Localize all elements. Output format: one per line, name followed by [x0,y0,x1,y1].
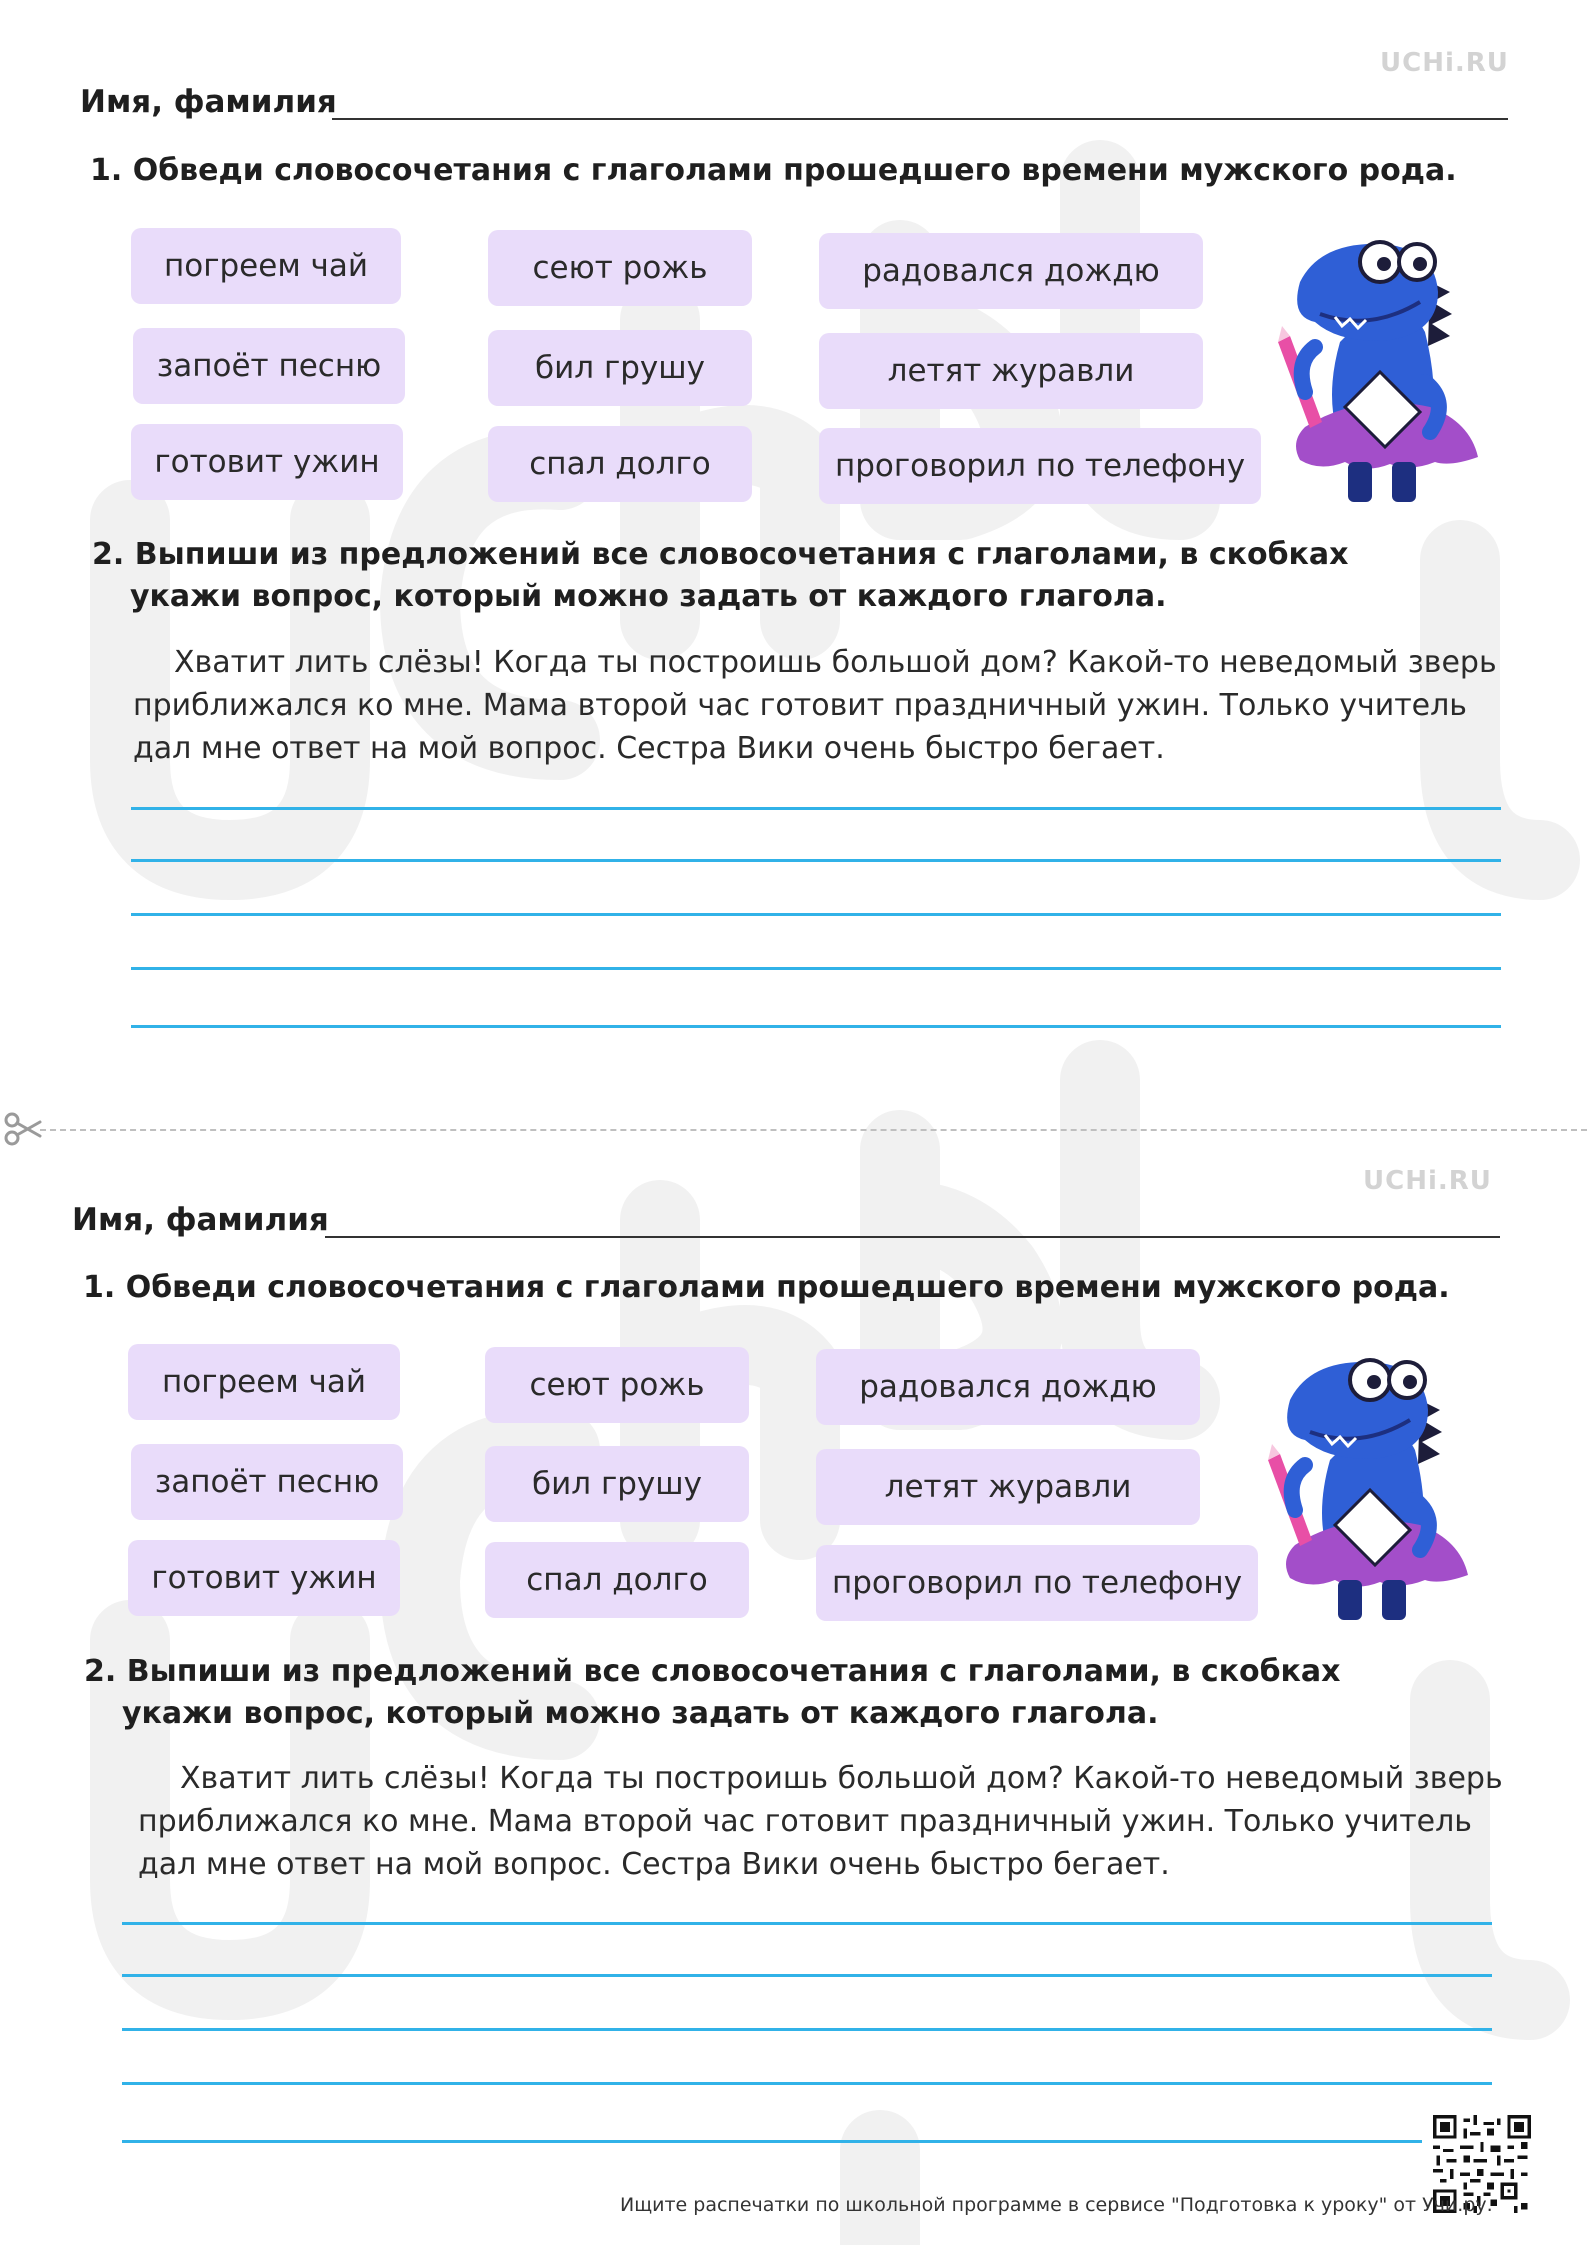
writing-line[interactable] [131,1025,1501,1028]
task1-title: 1. Обведи словосочетания с глаголами прошедшего времени мужского рода. [90,153,1457,188]
exercise-text: дал мне ответ на мой вопрос. Сестра Вики очень быстро бегает. [133,731,1165,766]
name-line[interactable] [325,1236,1500,1238]
task2-line2: укажи вопрос, который можно задать от каждого глагола. [122,1696,1159,1731]
uchi-logo: UCHi.RU [1363,1166,1492,1196]
chip[interactable]: запоёт песню [133,328,405,404]
name-line[interactable] [332,118,1508,120]
writing-line[interactable] [122,2140,1422,2143]
chip[interactable]: радовался дождю [819,233,1203,309]
chip[interactable]: радовался дождю [816,1349,1200,1425]
writing-line[interactable] [122,1974,1492,1977]
chip[interactable]: летят журавли [816,1449,1200,1525]
chip[interactable]: погреем чай [128,1344,400,1420]
writing-line[interactable] [131,807,1501,810]
writing-line[interactable] [131,859,1501,862]
chip[interactable]: спал долго [488,426,752,502]
dinosaur-mascot [1250,1340,1470,1630]
chip[interactable]: проговорил по телефону [816,1545,1258,1621]
writing-line[interactable] [122,2082,1492,2085]
chip[interactable]: летят журавли [819,333,1203,409]
writing-line[interactable] [122,1922,1492,1925]
writing-line[interactable] [131,967,1501,970]
chip[interactable]: погреем чай [131,228,401,304]
name-label: Имя, фамилия [80,84,337,120]
name-label: Имя, фамилия [72,1202,329,1238]
chip[interactable]: готовит ужин [128,1540,400,1616]
exercise-text: Хватит лить слёзы! Когда ты построишь большой дом? Какой-то неведомый зверь [180,1761,1503,1796]
chip[interactable]: сеют рожь [485,1347,749,1423]
chip[interactable]: бил грушу [485,1446,749,1522]
chip[interactable]: бил грушу [488,330,752,406]
task2-line1: 2. Выпиши из предложений все словосочетания с глаголами, в скобках [92,537,1349,572]
task2-line2: укажи вопрос, который можно задать от каждого глагола. [130,579,1167,614]
cut-line [40,1129,1587,1131]
exercise-text: Хватит лить слёзы! Когда ты построишь большой дом? Какой-то неведомый зверь [174,645,1497,680]
footer-text: Ищите распечатки по школьной программе в сервисе "Подготовка к уроку" от Учи.ру. [620,2194,1493,2216]
dinosaur-mascot [1260,222,1480,512]
exercise-text: приближался ко мне. Мама второй час готовит праздничный ужин. Только учитель [138,1804,1472,1839]
task2-line1: 2. Выпиши из предложений все словосочетания с глаголами, в скобках [84,1654,1341,1689]
writing-line[interactable] [131,913,1501,916]
exercise-text: приближался ко мне. Мама второй час готовит праздничный ужин. Только учитель [133,688,1467,723]
chip[interactable]: сеют рожь [488,230,752,306]
chip[interactable]: готовит ужин [131,424,403,500]
uchi-logo: UCHi.RU [1380,48,1509,78]
scissors-icon [4,1112,42,1146]
writing-line[interactable] [122,2028,1492,2031]
chip[interactable]: запоёт песню [131,1444,403,1520]
task1-title: 1. Обведи словосочетания с глаголами прошедшего времени мужского рода. [83,1270,1450,1305]
chip[interactable]: проговорил по телефону [819,428,1261,504]
chip[interactable]: спал долго [485,1542,749,1618]
exercise-text: дал мне ответ на мой вопрос. Сестра Вики очень быстро бегает. [138,1847,1170,1882]
